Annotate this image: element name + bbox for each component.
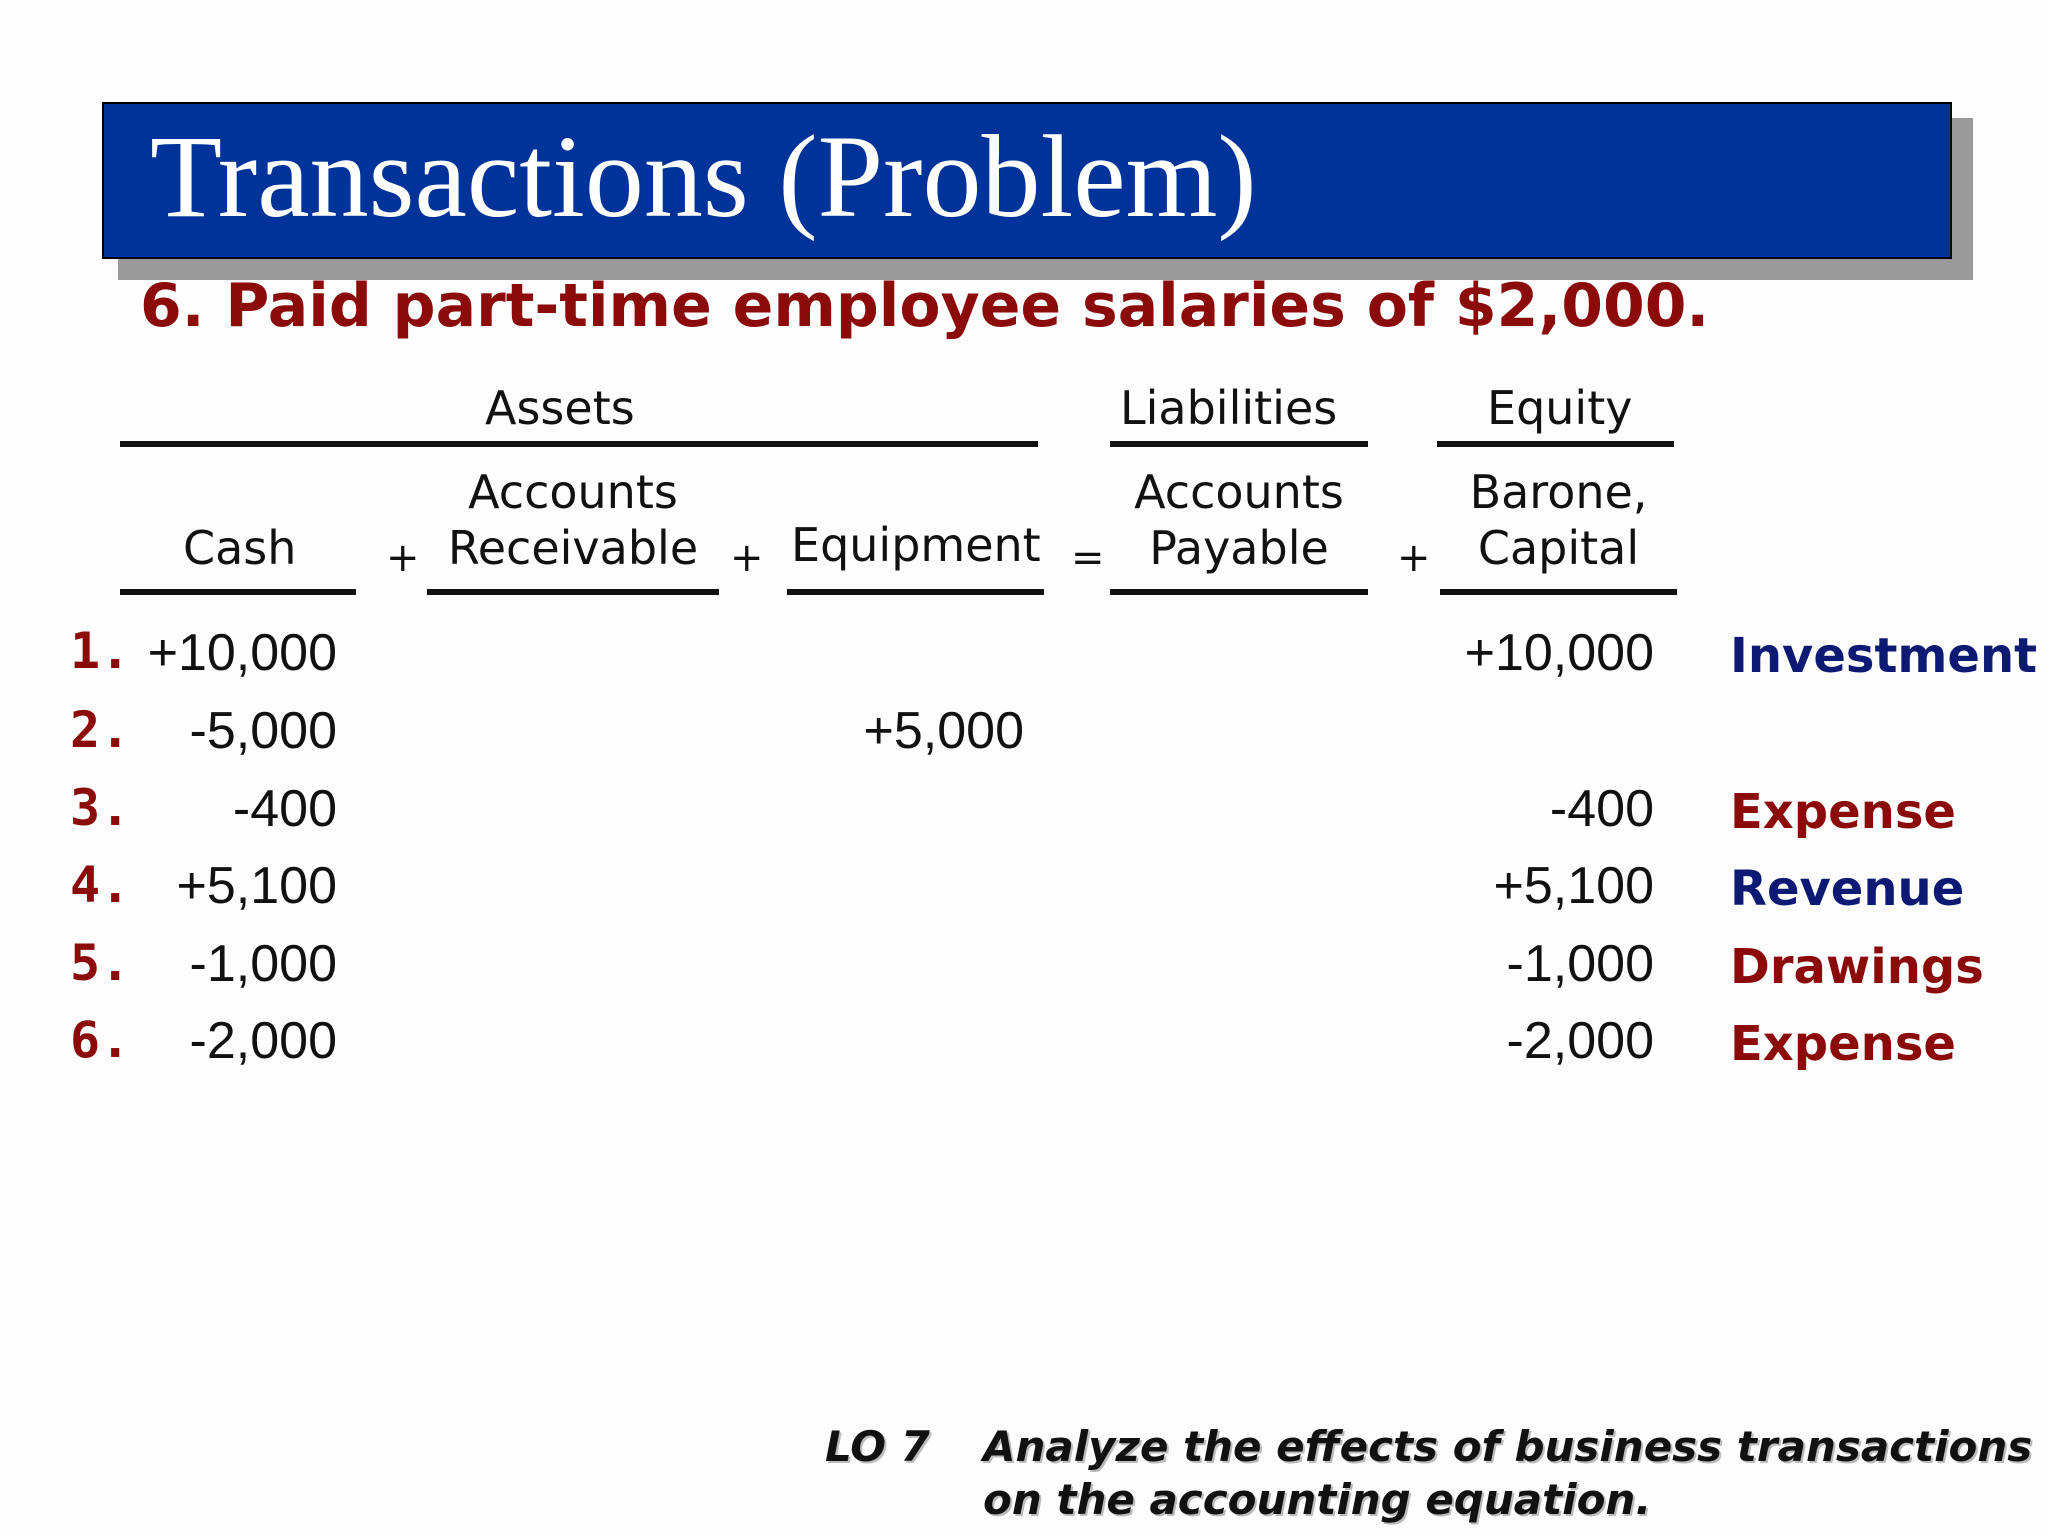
capital-value: +5,100	[1493, 857, 1654, 915]
transaction-type-label: Investment	[1730, 628, 2038, 684]
row-number: 3.	[70, 779, 131, 837]
transaction-type-label: Expense	[1730, 784, 1956, 840]
ar-header-line2: Receivable	[447, 521, 699, 576]
equipment-header: Equipment	[791, 518, 1041, 572]
equipment-value: +5,000	[863, 702, 1024, 760]
cash-value: -5,000	[189, 702, 337, 760]
equity-rule	[1437, 441, 1674, 447]
transaction-type-label: Drawings	[1730, 939, 1984, 995]
plus-sign-3: +	[1397, 535, 1431, 581]
row-number: 6.	[70, 1011, 131, 1069]
accounts-payable-header	[1110, 464, 1368, 576]
learning-objective-line2: on the accounting equation.	[983, 1475, 1652, 1525]
row-number: 2.	[70, 701, 131, 759]
transaction-type-label: Revenue	[1730, 861, 1965, 917]
cash-header: Cash	[183, 521, 297, 575]
problem-statement: 6. Paid part-time employee salaries of $2,000.	[140, 271, 1710, 341]
capital-header-line2: Capital	[1477, 521, 1640, 576]
liabilities-rule	[1110, 441, 1368, 447]
equals-sign: =	[1071, 535, 1105, 581]
capital-value: -1,000	[1506, 935, 1654, 993]
slide-title: Transactions (Problem)	[150, 111, 1257, 242]
capital-header	[1440, 464, 1677, 576]
capital-rule	[1440, 589, 1677, 595]
assets-rule	[120, 441, 1038, 447]
cash-rule	[120, 589, 356, 595]
capital-value: +10,000	[1464, 624, 1654, 682]
cash-value: -1,000	[189, 935, 337, 993]
liabilities-header: Liabilities	[1120, 381, 1338, 435]
cash-value: +5,100	[176, 857, 337, 915]
equity-header: Equity	[1487, 381, 1633, 435]
row-number: 1.	[70, 622, 131, 680]
equipment-rule	[787, 589, 1044, 595]
ar-header-line1: Accounts	[468, 465, 678, 519]
accounts-receivable-rule	[427, 589, 719, 595]
learning-objective-number: LO 7	[825, 1422, 930, 1471]
transaction-type-label: Expense	[1730, 1016, 1956, 1072]
learning-objective-line1: Analyze the effects of business transactions	[983, 1422, 2033, 1471]
capital-value: -400	[1549, 780, 1654, 838]
accounts-payable-rule	[1110, 589, 1368, 595]
ap-header-line2: Payable	[1149, 521, 1329, 576]
row-number: 4.	[70, 856, 131, 914]
plus-sign-2: +	[730, 535, 764, 581]
row-number: 5.	[70, 934, 131, 992]
cash-value: +10,000	[147, 624, 337, 682]
ap-header-line1: Accounts	[1134, 465, 1344, 519]
capital-value: -2,000	[1506, 1012, 1654, 1070]
capital-header-line1: Barone,	[1469, 465, 1648, 519]
learning-objective-text	[983, 1420, 2032, 1527]
cash-value: -400	[232, 780, 337, 838]
assets-header: Assets	[485, 381, 635, 435]
plus-sign-1: +	[386, 535, 420, 581]
accounts-receivable-header	[428, 464, 718, 576]
cash-value: -2,000	[189, 1012, 337, 1070]
